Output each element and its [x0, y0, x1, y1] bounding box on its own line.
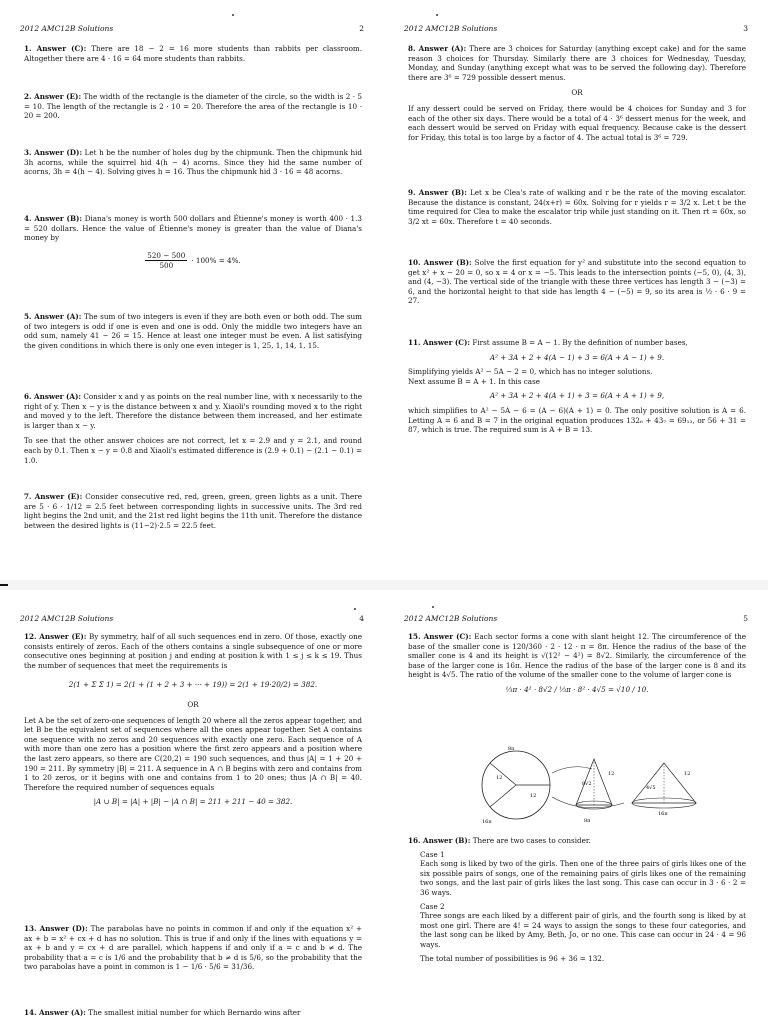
solution-1: 1. Answer (C): There are 18 − 2 = 16 more students than rabbits per classroom. Altogether there are 4 · 16 = 64 more students than rabbits.: [24, 44, 362, 63]
page-2: [0, 0, 384, 580]
sector-radius: [490, 785, 516, 807]
speck: [436, 14, 438, 16]
page-4: [0, 590, 384, 1024]
solution-10: 10. Answer (B): Solve the first equation for y² and substitute into the second equation to get x² + x − 20 = 0, so x = 4 or x = −5. This leads to the intersection points (−5, 0), (4, 3), and (4, −3). The vertical side of the triangle with these three vertices has length 3 − (−3) = 6, and the horizontal height to that side has length 4 − (−5) = 9, so its area is ½ · 6 · 9 = 27.: [408, 258, 747, 306]
sector-radius: [490, 763, 516, 785]
solution-14: 14. Answer (A): The smallest initial number for which Bernardo wins after: [24, 1008, 301, 1017]
fig-label: 4√5: [646, 785, 656, 791]
page-header: [404, 614, 748, 623]
fig-label: 12: [684, 771, 691, 777]
equation-11a: A² + 3A + 2 + 4(A − 1) + 3 = 6(A + A − 1) + 9.: [489, 352, 665, 362]
solution-11: 11. Answer (C): First assume B = A − 1. By the definition of number bases, A² + 3A + 2 + 4(A − 1) + 3 = 6(A + A − 1) + 9. Simplifying yields A² − 5A − 2 = 0, which has no integer solutions. Next assume B = A + 1. In this case A² + 3A + 2 + 4(A + 1) + 3 = 6(A + A + 1) + 9, which simplifies to A² − 5A − 6 = (A − 6)(A + 1) = 0. The only positive solution is A = 6. Letting A = 6 and B = 7 in the original equation produces 132₆ + 43₇ = 69₁₃, or 56 + 31 = 87, which is true. The required sum is A + B = 13.: [408, 338, 746, 435]
fig-label: 8π: [508, 746, 515, 752]
page-gap: [0, 580, 768, 590]
page-header: [404, 24, 748, 33]
page-number: 5: [743, 614, 748, 623]
page-title: 2012 AMC12B Solutions: [20, 24, 114, 33]
page-number: 3: [743, 24, 748, 33]
page-title: 2012 AMC12B Solutions: [404, 24, 498, 33]
case-1-text: Each song is liked by two of the girls. Then one of the three pairs of girls likes one of the six possible pairs of songs, one of the remaining pairs of girls likes one of the remaining two songs, and the last pair of girls likes the last song. This case can occur in 3 · 6 · 2 = 36 ways.: [420, 859, 746, 897]
eq-denominator: 500: [159, 261, 174, 271]
solution-15: 15. Answer (C): Each sector forms a cone with slant height 12. The circumference of the base of the smaller cone is 120/360 · 2 · 12 · π = 8π. Hence the radius of the base of the smaller cone is 4 and its height is √(12² − 4²) = 8√2. Similarly, the circumference of the base of the larger cone is 16π. Hence the radius of the base of the larger cone is 8 and its height is 4√5. The ratio of the volume of the smaller cone to the volume of larger cone is ⅓π · 4² · 8√2 / ⅓π · 8² · 4√5 = √10 / 10.: [408, 632, 746, 694]
fig-label: 12: [608, 771, 615, 777]
solution-2: 2. Answer (E): The width of the rectangle is the diameter of the circle, so the width is 2 · 5 = 10. The length of the rectangle is 2 · 10 = 20. Therefore the area of the rectangle is 10 · 20 = 200.: [24, 92, 362, 121]
page-number: 4: [359, 614, 364, 623]
margin-mark: [0, 584, 8, 586]
fig-label: 16π: [482, 819, 492, 825]
solution-5: 5. Answer (A): The sum of two integers is even if they are both even or both odd. The sum of two integers is odd if one is even and one is odd. Only the middle two integers have an odd sum, namely 41 − 26 = 15. Hence at least one integer must be even. A list satisfying the given conditions in which there is only one even integer is 1, 25, 1, 14, 1, 15.: [24, 312, 362, 350]
solution-8: 8. Answer (A): There are 3 choices for Saturday (anything except cake) and for the same reason 3 choices for Thursday. Similarly there are 3 choices for Wednesday, Tuesday, Monday, and Sunday (anything except what was to be served the following day). Therefore there are 3⁶ = 729 possible dessert menus. OR If any dessert could be served on Friday, there would be 4 choices for Sunday and 3 for each of the other six days. There would be a total of 4 · 3⁶ dessert menus for the week, and each dessert would be served on Friday with equal frequency. Because cake is the dessert for Friday, this total is too large by a factor of 4. The actual total is 3⁶ = 729.: [408, 44, 746, 142]
eq-rest: · 100% = 4%.: [191, 256, 241, 266]
equation-4: [24, 251, 362, 271]
cone-figure: [474, 745, 704, 825]
speck: [232, 14, 234, 16]
solution-3: 3. Answer (D): Let h be the number of holes dug by the chipmunk. Then the chipmunk hid 3h acorns, while the squirrel hid 4(h − 4) acorns. Since they hid the same number of acorns, 3h = 4(h − 4). Solving gives h = 16. Thus the chipmunk hid 3 · 16 = 48 acorns.: [24, 148, 363, 177]
page-number: 2: [359, 24, 364, 33]
or-divider: OR: [571, 88, 583, 98]
fig-label: 16π: [658, 811, 668, 817]
fig-label: 8√2: [582, 781, 592, 787]
page-5: [384, 590, 768, 1024]
fig-label: 12: [496, 775, 503, 781]
page-title: 2012 AMC12B Solutions: [20, 614, 114, 623]
equation-11b: A² + 3A + 2 + 4(A + 1) + 3 = 6(A + A + 1) + 9,: [489, 391, 665, 401]
equation-15: ⅓π · 4² · 8√2 / ⅓π · 8² · 4√5 = √10 / 10.: [505, 684, 649, 694]
solution-16: 16. Answer (B): There are two cases to consider. Case 1 Each song is liked by two of the girls. Then one of the three pairs of girls likes one of the six possible pairs of songs, one of the remaining pairs of girls likes one of the remaining two songs, and the last pair of girls likes the last song. This case can occur in 3 · 6 · 2 = 36 ways. Case 2 Three songs are each liked by a different pair of girls, and the fourth song is liked by at most one girl. There are 4! = 24 ways to assign the songs to these four categories, and the last song can be liked by Amy, Beth, Jo, or no one. This case can occur in 24 · 4 = 96 ways. The total number of possibilities is 96 + 36 = 132.: [408, 836, 746, 963]
page-3: [384, 0, 768, 580]
page-title: 2012 AMC12B Solutions: [404, 614, 498, 623]
page-header: [20, 24, 364, 33]
equation-12b: |A ∪ B| = |A| + |B| − |A ∩ B| = 211 + 211 − 40 = 382.: [93, 797, 293, 807]
speck: [354, 608, 356, 610]
eq-numerator: 520 − 500: [147, 250, 186, 260]
solution-7: 7. Answer (E): Consider consecutive red, red, green, green, green lights as a unit. There are 5 · 6 · 1/12 = 2.5 feet between corresponding lights in successive units. The 3rd red light begins the 2nd unit, and the 21st red light begins the 11th unit. Therefore the distance between the desired lights is (11−2)·2.5 = 22.5 feet.: [24, 492, 362, 530]
page-header: [20, 614, 364, 623]
case-2-heading: Case 2: [420, 901, 445, 911]
case-list: [420, 850, 746, 964]
case-2-text: Three songs are each liked by a different pair of girls, and the fourth song is liked by at most one girl. There are 4! = 24 ways to assign the songs to these four categories, and the last song can be liked by Amy, Beth, Jo, or no one. This case can occur in 24 · 4 = 96 ways.: [420, 911, 746, 949]
fig-label: 8π: [584, 818, 591, 824]
solution-4: 4. Answer (B): Diana's money is worth 500 dollars and Étienne's money is worth 400 · 1.3 = 520 dollars. Hence the value of Étienne's money is greater than the value of Diana's money by $\frac{520 - 500}{500}$ · 100% = 4%.: [24, 214, 362, 271]
solution-12: 12. Answer (E): By symmetry, half of all such sequences end in zero. Of those, exactly one consists entirely of zeros. Each of the others contains a single subsequence of one or more consecutive ones beginning at position j and ending at position k with 1 ≤ j ≤ k ≤ 19. Thus the number of sequences that meet the requirements is 2(1 + Σ Σ 1) = 2(1 + (1 + 2 + 3 + ··· + 19)) = 2(1 + 19·20/2) = 382. OR Let A be the set of zero-one sequences of length 20 where all the zeros appear together, and let B be the equivalent set of sequences where all the ones appear together. Set A contains one sequence with no zeros and 20 sequences with exactly one zero. Each sequence of A with more than one zero has a position where the first zero appears and a position where the last zero appears, so there are C(20,2) = 190 such sequences, and thus |A| = 1 + 20 + 190 = 211. By symmetry |B| = 211. A sequence in A ∩ B begins with zero and contains from 1 to 20 zeros, or it begins with one and contains from 1 to 20 ones; thus |A ∩ B| = 40. Therefore the required number of sequences equals |A ∪ B| = |A| + |B| − |A ∩ B| = 211 + 211 − 40 = 382.: [24, 632, 362, 807]
fig-label: 12: [530, 793, 537, 799]
equation-12: 2(1 + Σ Σ 1) = 2(1 + (1 + 2 + 3 + ··· + 19)) = 2(1 + 19·20/2) = 382.: [68, 680, 318, 690]
case-1-heading: Case 1: [420, 849, 445, 859]
solution-13: 13. Answer (D): The parabolas have no points in common if and only if the equation x² + ax + b = x² + cx + d has no solution. This is true if and only if the lines with equations y = ax + b and y = cx + d are parallel, which happens if and only if a = c and b ≠ d. The probability that a = c is 1/6 and the probability that b ≠ d is 5/6, so the probability that the two parabolas have a point in common is 1 − 1/6 · 5/6 = 31/36.: [24, 924, 362, 972]
arrow: [552, 767, 592, 773]
solution-6: 6. Answer (A): Consider x and y as points on the real number line, with x necessarily to the right of y. Then x − y is the distance between x and y. Xiaoli's rounding moved x to the right and moved y to the left. Therefore the distance between them increased, and her estimate is larger than x − y. To see that the other answer choices are not correct, let x = 2.9 and y = 2.1, and round each by 0.1. Then x − y = 0.8 and Xiaoli's estimated difference is (2.9 + 0.1) − (2.1 − 0.1) = 1.0.: [24, 392, 362, 465]
total-text: The total number of possibilities is 96 + 36 = 132.: [420, 953, 605, 963]
arrow: [552, 797, 624, 808]
or-divider: OR: [187, 699, 199, 709]
solution-9: 9. Answer (B): Let x be Clea's rate of walking and r be the rate of the moving escalator. Because the distance is constant, 24(x+r) = 60x. Solving for r yields r = 3/2 x. Let t be the time required for Clea to make the escalator trip while just standing on it. Then rt = 60x, so 3/2 xt = 60x. Therefore t = 40 seconds.: [408, 188, 746, 226]
speck: [432, 606, 434, 608]
